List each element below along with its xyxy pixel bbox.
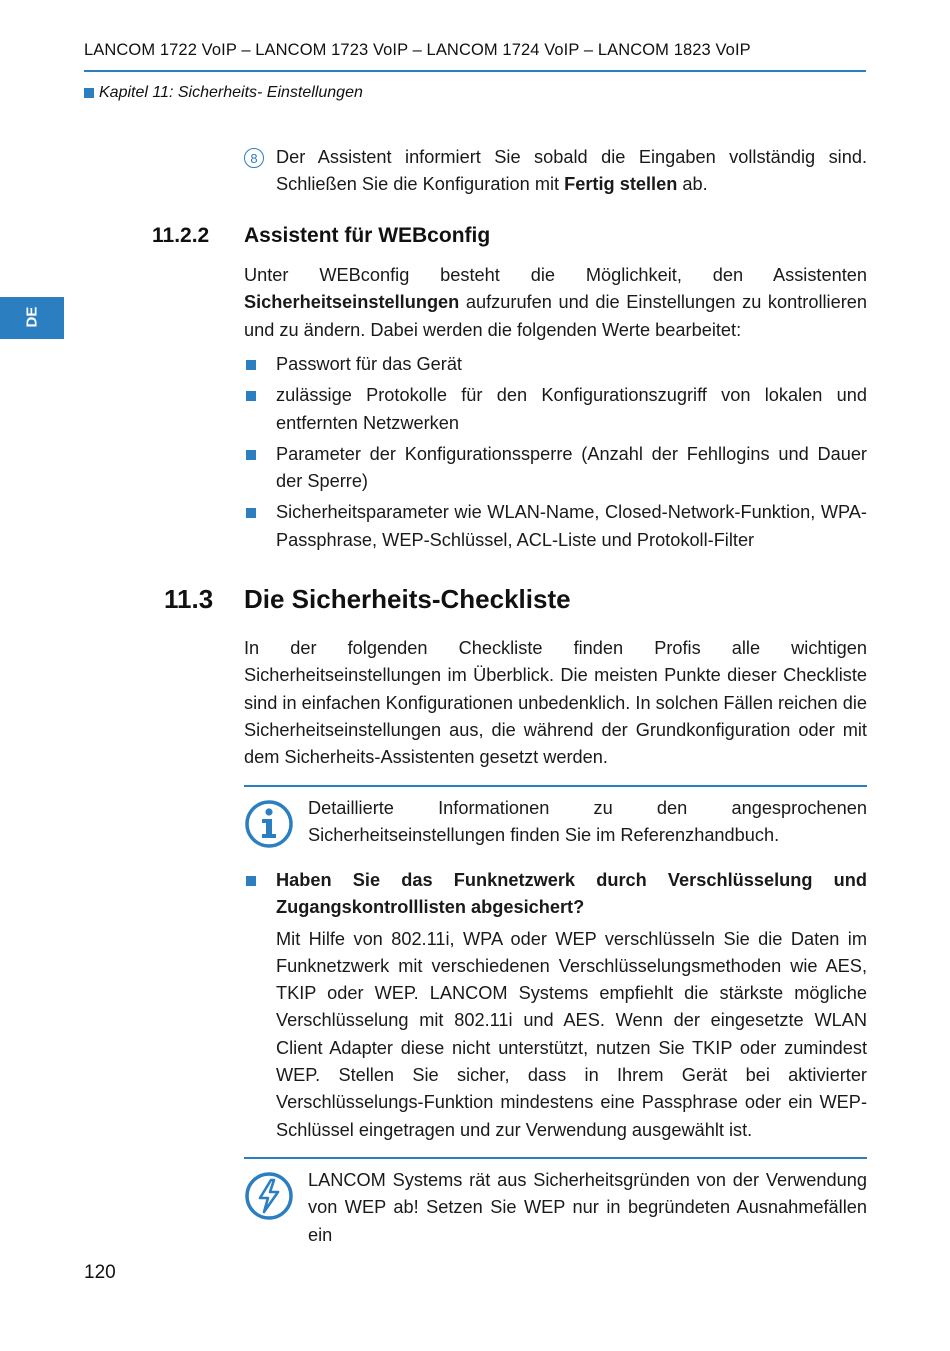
step-number-badge: 8 [244, 148, 264, 168]
square-bullet-icon [246, 876, 256, 886]
checklist-answer: Mit Hilfe von 802.11i, WPA oder WEP verschlüsseln Sie die Daten im Funknetzwerk mit verschiedenen Verschlüsselungsmethoden wie AES, TKIP oder WEP. LANCOM Systems empfiehlt die stärkste mögliche Verschlüsselung mit 802.11i und AES. Wenn der eingesetzte WLAN Client Adapter diese nicht unterstützt, nutzen Sie TKIP oder zumindest WEP. Stellen Sie sicher, dass in Ihrem Gerät bei aktivierter Verschlüsselungs-Funktion mindestens eine Passphrase oder ein WEP-Schlüssel eingetragen und zur Verwendung ausgewählt ist. [276, 928, 867, 1140]
square-bullet-icon [84, 88, 94, 98]
list-item: Parameter der Konfigurationssperre (Anzahl der Fehllogins und Dauer der Sperre) [244, 441, 867, 496]
list-item: zulässige Protokolle für den Konfigurationszugriff von lokalen und entfernten Netzwerken [244, 382, 867, 437]
square-bullet-icon [246, 391, 256, 401]
header-divider [84, 70, 866, 72]
square-bullet-icon [246, 508, 256, 518]
chapter-label [84, 84, 363, 102]
checklist-question: Haben Sie das Funknetzwerk durch Verschlüsselung und Zugangskontrolllisten abgesichert? [244, 867, 867, 922]
section-11-2-2-intro: Unter WEBconfig besteht die Möglichkeit, den Assistenten Sicherheitseinstellungen aufzurufen und die Einstellungen zu kontrollieren und zu ändern. Dabei werden die folgenden Werte bearbeitet: [244, 265, 867, 340]
section-number-11-3: 11.3 [164, 584, 214, 614]
warning-note-text: LANCOM Systems rät aus Sicherheitsgründen von der Verwendung von WEP ab! Setzen Sie WEP nur in begründeten Ausnahmefällen ein [308, 1170, 867, 1245]
section-title-11-2-2: Assistent für WEBconfig [244, 224, 491, 247]
intro-bold-term: Sicherheitseinstellungen [244, 292, 460, 313]
chapter-text: Kapitel 11: Sicherheits- Einstellungen [99, 84, 363, 101]
section-11-3-intro: In der folgenden Checkliste finden Profis alle wichtigen Sicherheitseinstellungen im Überblick. Die meisten Punkte dieser Checkliste sind in einfachen Konfigurationen unbedenklich. In solchen Fällen reichen die Sicherheitseinstellungen aus, die während der Grundkonfiguration oder mit dem Sicherheits-Assistenten gesetzt werden. [244, 638, 867, 768]
warning-note [244, 1157, 867, 1249]
step-text: Der Assistent informiert Sie sobald die Eingaben vollständig sind. Schließen Sie die Konfiguration mit Fertig stellen ab. [276, 147, 867, 195]
info-icon [244, 799, 294, 849]
list-item: Passwort für das Gerät [244, 351, 867, 378]
language-tab [0, 297, 64, 339]
square-bullet-icon [246, 450, 256, 460]
info-note [244, 785, 867, 850]
settings-bullet-list [244, 351, 867, 558]
square-bullet-icon [246, 360, 256, 370]
section-number-11-2-2: 11.2.2 [152, 224, 210, 247]
checklist-item [244, 867, 867, 1144]
step-8 [244, 144, 867, 199]
info-note-text: Detaillierte Informationen zu den angesprochenen Sicherheitseinstellungen finden Sie im Referenzhandbuch. [308, 798, 867, 846]
section-title-11-3: Die Sicherheits-Checkliste [244, 584, 571, 614]
step-bold-term: Fertig stellen [564, 174, 678, 195]
running-header-title: LANCOM 1722 VoIP – LANCOM 1723 VoIP – LANCOM 1724 VoIP – LANCOM 1823 VoIP [84, 41, 751, 59]
lightning-warning-icon [244, 1171, 294, 1221]
list-item: Sicherheitsparameter wie WLAN-Name, Closed-Network-Funktion, WPA-Passphrase, WEP-Schlüssel, ACL-Liste und Protokoll-Filter [244, 499, 867, 554]
page-number: 120 [84, 1262, 116, 1283]
language-tab-label: DE [23, 306, 41, 328]
